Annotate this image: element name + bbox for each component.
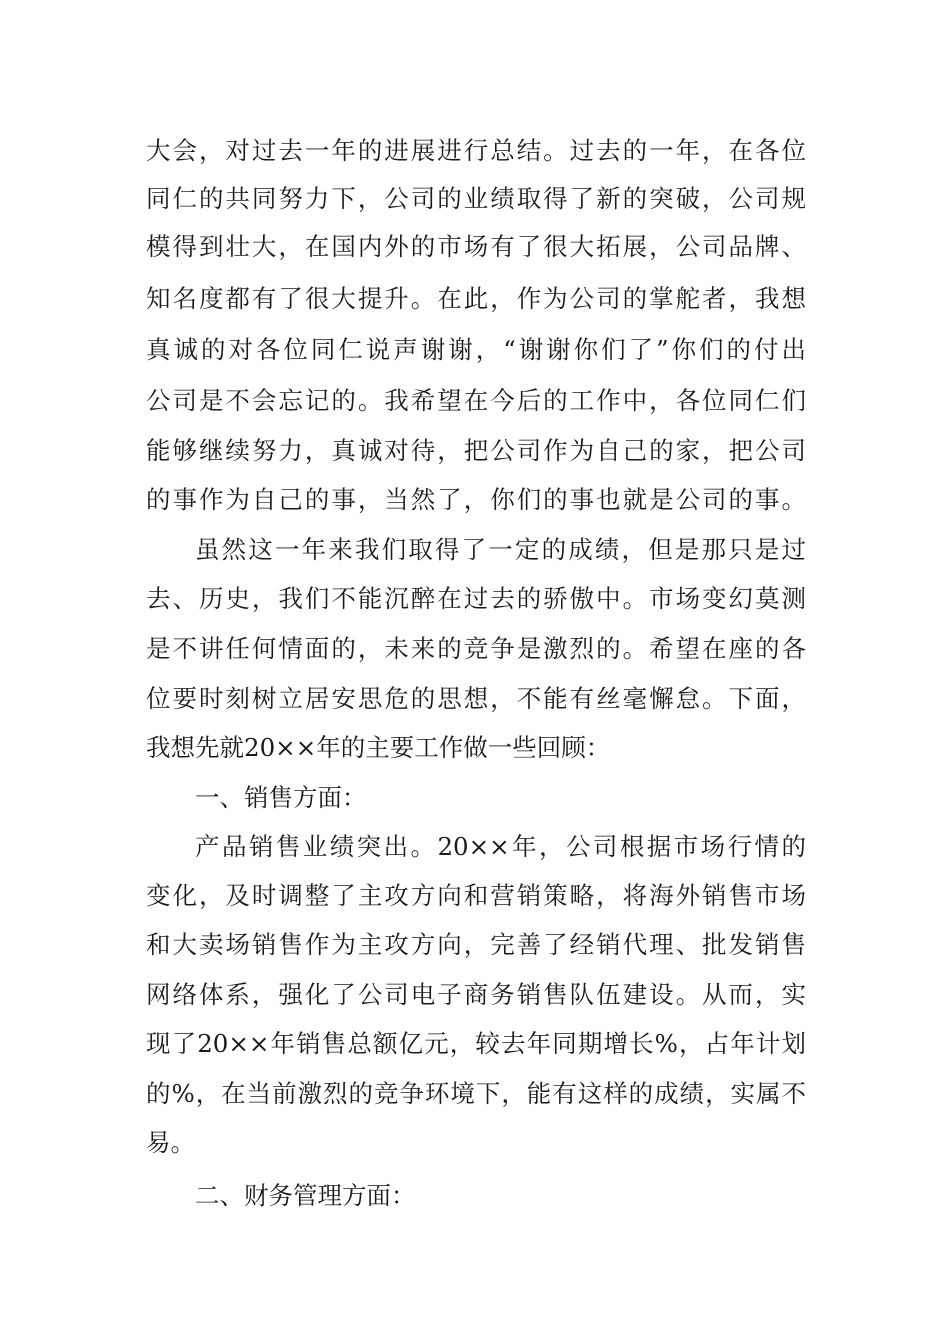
text-line: 公司是不会忘记的。我希望在今后的工作中，各位同仁们	[146, 386, 806, 415]
text-line: 能够继续努力，真诚对待，把公司作为自己的家，把公司	[146, 436, 806, 465]
paragraph-first-line: 虽然这一年来我们取得了一定的成绩，但是那只是过	[195, 535, 806, 564]
text-line: 是不讲任何情面的，未来的竞争是激烈的。希望在座的各	[146, 634, 806, 663]
text-line: 变化，及时调整了主攻方向和营销策略，将海外销售市场	[146, 881, 806, 910]
text-line: 和大卖场销售作为主攻方向，完善了经销代理、批发销售	[146, 930, 806, 959]
text-line: 真诚的对各位同仁说声谢谢，“谢谢你们了”你们的付出	[146, 335, 806, 364]
text-line: 同仁的共同努力下，公司的业绩取得了新的突破，公司规	[146, 184, 806, 213]
section-heading: 二、财务管理方面：	[195, 1181, 416, 1210]
text-line: 的事作为自己的事，当然了，你们的事也就是公司的事。	[146, 485, 806, 514]
paragraph-first-line: 产品销售业绩突出。20××年，公司根据市场行情的	[195, 832, 806, 861]
text-line: 我想先就20××年的主要工作做一些回顾：	[146, 733, 611, 762]
text-line: 去、历史，我们不能沉醉在过去的骄傲中。市场变幻莫测	[146, 584, 806, 613]
text-line: 的%，在当前激烈的竞争环境下，能有这样的成绩，实属不	[146, 1079, 806, 1108]
text-line: 知名度都有了很大提升。在此，作为公司的掌舵者，我想	[146, 284, 806, 313]
text-line: 现了20××年销售总额亿元，较去年同期增长%，占年计划	[146, 1029, 806, 1058]
text-line: 模得到壮大，在国内外的市场有了很大拓展，公司品牌、	[146, 232, 806, 261]
section-heading: 一、销售方面：	[195, 783, 367, 812]
text-line: 网络体系，强化了公司电子商务销售队伍建设。从而，实	[146, 980, 806, 1009]
text-line: 易。	[146, 1128, 195, 1157]
text-line: 位要时刻树立居安思危的思想，不能有丝毫懈怠。下面，	[146, 684, 806, 713]
text-line: 大会，对过去一年的进展进行总结。过去的一年，在各位	[146, 136, 806, 165]
